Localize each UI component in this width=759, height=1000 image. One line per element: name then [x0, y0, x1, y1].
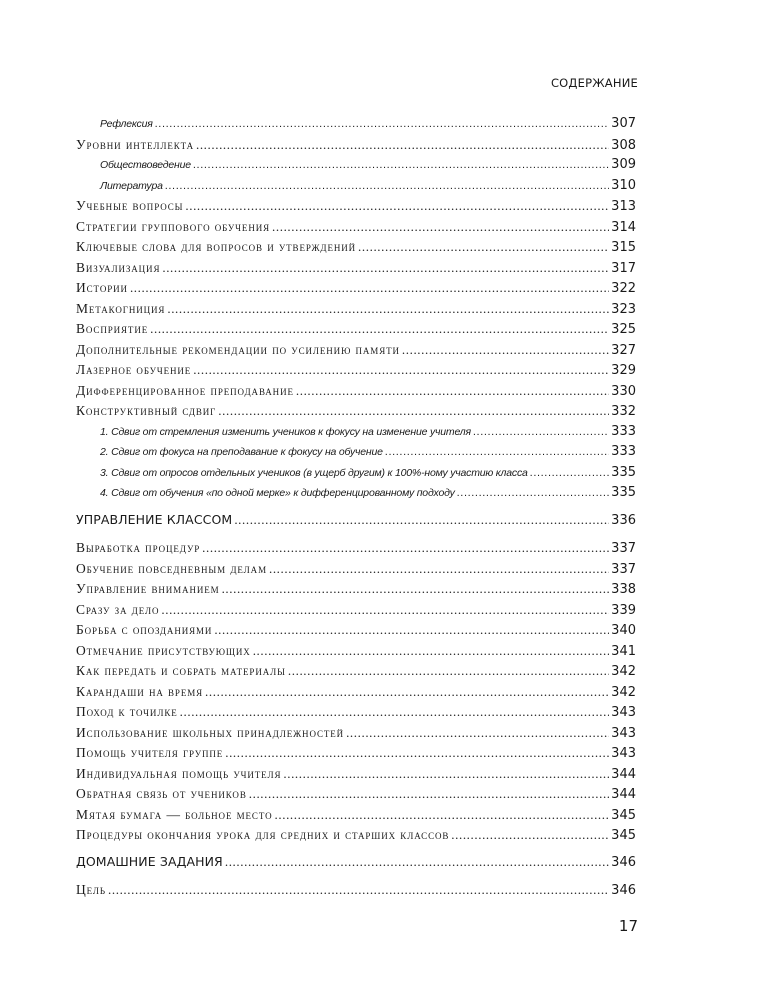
toc-subentry — [76, 155, 636, 176]
dot-leader — [225, 743, 609, 764]
toc-subentry — [76, 483, 636, 504]
toc-entry — [76, 360, 636, 381]
dot-leader — [358, 237, 609, 258]
dot-leader — [296, 381, 609, 402]
dot-leader — [457, 483, 610, 504]
toc-entry-title: Индивидуальная помощь учителя — [76, 765, 282, 781]
toc-entry — [76, 299, 636, 320]
toc-entry — [76, 217, 636, 238]
toc-entry-page: 329 — [611, 363, 636, 378]
toc-entry-title: 4. Сдвиг от обучения «по одной мерке» к дифференцированному подходу — [100, 487, 455, 499]
toc-entry — [76, 825, 636, 846]
toc-entry-page: 343 — [611, 746, 636, 761]
toc-entry-page: 317 — [611, 260, 636, 276]
toc-entry-page: 343 — [611, 725, 636, 741]
toc-subentry — [76, 114, 636, 135]
toc-entry-title: Обратная связь от учеников — [76, 786, 247, 801]
toc-entry — [76, 559, 636, 580]
dot-leader — [288, 661, 609, 682]
toc-entry-page: 330 — [611, 383, 636, 399]
dot-leader — [185, 196, 609, 217]
toc-entry-page: 340 — [611, 623, 636, 638]
toc-entry-title: 3. Сдвиг от опросов отдельных учеников (в ущерб другим) к 100%-ному участию класса — [100, 466, 528, 479]
toc-entry — [76, 620, 636, 641]
toc-entry-page: 342 — [611, 664, 636, 679]
toc-entry — [76, 743, 636, 764]
toc-entry-page: 341 — [611, 643, 636, 659]
toc-entry-page: 314 — [611, 219, 636, 235]
toc-entry — [76, 401, 636, 422]
page-number: 17 — [618, 917, 638, 935]
toc-entry — [76, 682, 636, 703]
toc-entry-page: 308 — [611, 137, 636, 153]
toc-subentry — [76, 176, 636, 197]
toc-entry-page: 307 — [611, 116, 636, 131]
dot-leader — [218, 401, 609, 422]
toc-entry-title: ДОМАШНИЕ ЗАДАНИЯ — [76, 853, 223, 869]
toc-entry-title: Управление вниманием — [76, 581, 220, 596]
toc-entry-page: 322 — [611, 281, 636, 296]
dot-leader — [253, 641, 609, 662]
toc-entry — [76, 196, 636, 217]
toc-entry-title: Ключевые слова для вопросов и утверждений — [76, 239, 357, 254]
toc-entry-page: 337 — [611, 561, 636, 577]
toc-subentry — [76, 422, 636, 443]
toc-entry-page: 337 — [611, 541, 636, 556]
dot-leader — [283, 764, 609, 785]
dot-leader — [180, 702, 610, 723]
toc-entry — [76, 600, 636, 621]
toc-entry-title: Рефлексия — [100, 118, 153, 130]
toc-entry-title: Дифференцированное преподавание — [76, 382, 294, 398]
toc-entry-page: 346 — [611, 883, 636, 898]
toc-entry — [76, 278, 636, 299]
toc-entry-title: УПРАВЛЕНИЕ КЛАССОМ — [76, 511, 233, 527]
toc-entry-title: 1. Сдвиг от стремления изменить учеников к фокусу на изменение учителя — [100, 425, 471, 438]
toc-entry-page: 345 — [611, 807, 636, 823]
toc-entry-page: 344 — [611, 766, 636, 782]
toc-entry-page: 342 — [611, 684, 636, 700]
toc-entry-page: 343 — [611, 705, 636, 720]
dot-leader — [530, 463, 610, 484]
toc-entry-title: Борьба с опозданиями — [76, 622, 213, 637]
toc-entry-title: Использование школьных принадлежностей — [76, 724, 345, 740]
toc-entry — [76, 805, 636, 826]
dot-leader — [161, 600, 609, 621]
dot-leader — [225, 852, 609, 873]
toc-entry-page: 333 — [611, 444, 636, 459]
dot-leader — [234, 510, 609, 531]
dot-leader — [165, 176, 609, 197]
toc-entry-title: Метакогниция — [76, 300, 166, 316]
toc-entry-page: 313 — [611, 199, 636, 214]
toc-entry-page: 335 — [611, 485, 636, 500]
toc-entry-page: 339 — [611, 602, 636, 618]
toc-entry — [76, 764, 636, 785]
dot-leader — [272, 217, 609, 238]
toc-subentry — [76, 463, 636, 484]
dot-leader — [162, 258, 609, 279]
dot-leader — [249, 784, 609, 805]
toc-entry-page: 325 — [611, 322, 636, 337]
dot-leader — [130, 278, 609, 299]
toc-entry-page: 332 — [611, 404, 636, 419]
dot-leader — [214, 620, 609, 641]
dot-leader — [346, 723, 609, 744]
toc-entry-title: 2. Сдвиг от фокуса на преподавание к фокусу на обучение — [100, 446, 383, 458]
toc-entry — [76, 381, 636, 402]
toc-entry-title: Уровни интеллекта — [76, 136, 194, 152]
toc-entry — [76, 723, 636, 744]
dot-leader — [193, 360, 609, 381]
toc-entry — [76, 319, 636, 340]
toc-entry-page: 315 — [611, 240, 636, 255]
toc-entry-title: Как передать и собрать материалы — [76, 663, 286, 678]
toc-entry-title: Лазерное обучение — [76, 362, 192, 377]
toc-entry-page: 333 — [611, 423, 636, 439]
toc-entry — [76, 702, 636, 723]
toc-entry-page: 344 — [611, 787, 636, 802]
toc-entry-title: Литература — [100, 179, 163, 192]
dot-leader — [222, 579, 610, 600]
dot-leader — [269, 559, 609, 580]
toc-entry — [76, 237, 636, 258]
toc-chapter-heading — [76, 852, 636, 873]
toc-subentry — [76, 442, 636, 463]
toc-entry-page: 327 — [611, 342, 636, 358]
toc-entry-title: Истории — [76, 280, 128, 295]
toc-entry-title: Конструктивный сдвиг — [76, 403, 217, 418]
toc-entry — [76, 784, 636, 805]
toc-entry-title: Поход к точилке — [76, 704, 178, 719]
dot-leader — [202, 538, 609, 559]
toc-entry-page: 323 — [611, 301, 636, 317]
toc-entry — [76, 340, 636, 361]
toc-entry — [76, 661, 636, 682]
dot-leader — [150, 319, 609, 340]
toc-entry — [76, 579, 636, 600]
toc-entry-title: Карандаши на время — [76, 683, 204, 699]
toc-entry-page: 338 — [611, 582, 636, 597]
toc-entry-title: Учебные вопросы — [76, 198, 184, 213]
toc-entry — [76, 135, 636, 156]
toc-entry-page: 309 — [611, 157, 636, 172]
dot-leader — [402, 340, 609, 361]
dot-leader — [473, 422, 609, 443]
toc-entry-title: Процедуры окончания урока для средних и старших классов — [76, 827, 450, 842]
toc-entry-title: Мятая бумага — больное место — [76, 806, 273, 822]
running-head: СОДЕРЖАНИЕ — [550, 76, 638, 90]
toc-entry — [76, 258, 636, 279]
toc-entry-title: Выработка процедур — [76, 540, 201, 555]
dot-leader — [451, 825, 609, 846]
table-of-contents — [76, 114, 636, 901]
dot-leader — [167, 299, 609, 320]
toc-entry-page: 346 — [611, 854, 636, 870]
toc-entry-title: Дополнительные рекомендации по усилению памяти — [76, 341, 400, 357]
dot-leader — [196, 135, 609, 156]
toc-entry — [76, 880, 636, 901]
dot-leader — [205, 682, 609, 703]
toc-entry-title: Обучение повседневным делам — [76, 560, 267, 576]
toc-entry-title: Сразу за дело — [76, 601, 160, 617]
dot-leader — [108, 880, 609, 901]
toc-entry-page: 345 — [611, 828, 636, 843]
dot-leader — [193, 155, 609, 176]
toc-entry-title: Отмечание присутствующих — [76, 642, 251, 658]
toc-entry-page: 310 — [611, 177, 636, 193]
dot-leader — [385, 442, 609, 463]
toc-entry-page: 335 — [611, 464, 636, 480]
toc-entry — [76, 538, 636, 559]
toc-entry-page: 336 — [611, 512, 636, 528]
toc-entry-title: Стратегии группового обучения — [76, 218, 271, 234]
toc-entry-title: Цель — [76, 882, 107, 897]
dot-leader — [155, 114, 610, 135]
toc-entry-title: Визуализация — [76, 259, 161, 275]
toc-chapter-heading — [76, 510, 636, 531]
toc-entry — [76, 641, 636, 662]
toc-entry-title: Помощь учителя группе — [76, 745, 224, 760]
toc-entry-title: Восприятие — [76, 321, 149, 336]
dot-leader — [275, 805, 610, 826]
toc-entry-title: Обществоведение — [100, 159, 191, 171]
